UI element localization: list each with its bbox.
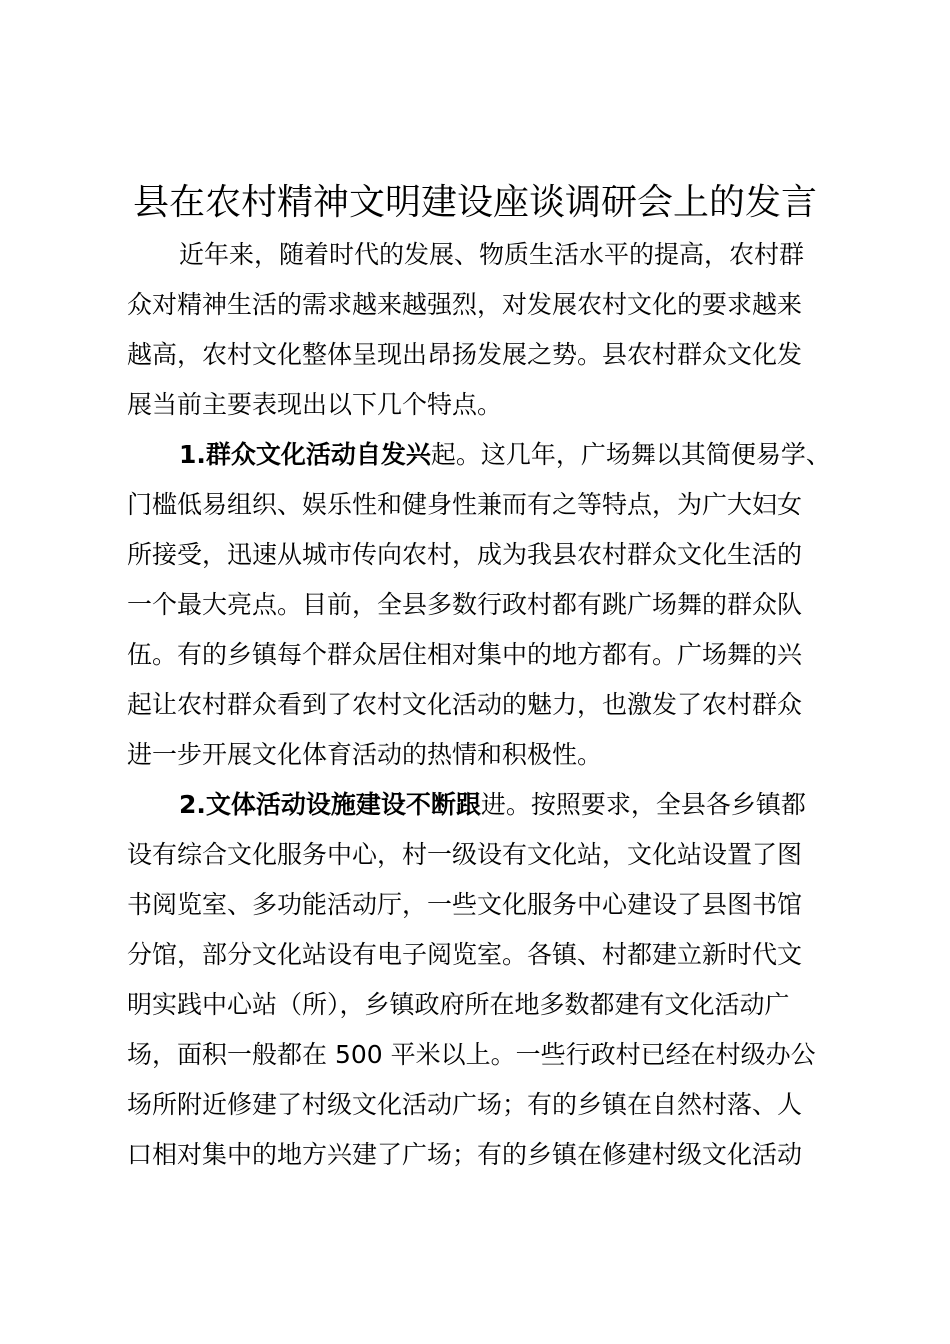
paragraph-line-text: 进。按照要求，全县各乡镇都 [480, 790, 806, 819]
point-heading: 2.文体活动设施建设不断跟 [179, 790, 481, 819]
point-heading: 1.群众文化活动自发兴 [179, 440, 431, 469]
paragraph-line: 起让农村群众看到了农村文化活动的魅力，也激发了农村群众 [127, 690, 803, 719]
paragraph-line: 展当前主要表现出以下几个特点。 [127, 390, 503, 419]
paragraph-line: 口相对集中的地方兴建了广场；有的乡镇在修建村级文化活动 [127, 1140, 803, 1169]
paragraph-line: 门槛低易组织、娱乐性和健身性兼而有之等特点，为广大妇女 [127, 490, 803, 519]
paragraph-line: 伍。有的乡镇每个群众居住相对集中的地方都有。广场舞的兴 [127, 640, 803, 669]
paragraph-line-text: 起。这几年，广场舞以其简便易学、 [430, 440, 831, 469]
paragraph-line: 所接受，迅速从城市传向农村，成为我县农村群众文化生活的 [127, 540, 803, 569]
paragraph-line: 书阅览室、多功能活动厅，一些文化服务中心建设了县图书馆 [127, 890, 803, 919]
paragraph-line: 场所附近修建了村级文化活动广场；有的乡镇在自然村落、人 [127, 1090, 803, 1119]
paragraph-line: 设有综合文化服务中心，村一级设有文化站，文化站设置了图 [127, 840, 803, 869]
paragraph-line: 近年来，随着时代的发展、物质生活水平的提高，农村群 [179, 240, 805, 269]
paragraph-line: 明实践中心站（所），乡镇政府所在地多数都建有文化活动广 [127, 990, 790, 1019]
paragraph-line: 越高，农村文化整体呈现出昂扬发展之势。县农村群众文化发 [127, 340, 803, 369]
document-title: 县在农村精神文明建设座谈调研会上的发言 [132, 182, 817, 223]
paragraph-line: 一个最大亮点。目前，全县多数行政村都有跳广场舞的群众队 [127, 590, 803, 619]
paragraph-point-2 [127, 780, 816, 1180]
paragraph-line: 众对精神生活的需求越来越强烈，对发展农村文化的要求越来 [127, 290, 803, 319]
paragraph-line: 场，面积一般都在 500 平米以上。一些行政村已经在村级办公 [127, 1040, 816, 1069]
paragraph-intro [127, 230, 804, 430]
paragraph-point-1 [127, 430, 831, 780]
paragraph-line: 进一步开展文化体育活动的热情和积极性。 [127, 740, 603, 769]
paragraph-first-line [127, 780, 816, 830]
paragraph-line: 分馆，部分文化站设有电子阅览室。各镇、村都建立新时代文 [127, 940, 803, 969]
paragraph-first-line [127, 430, 831, 480]
